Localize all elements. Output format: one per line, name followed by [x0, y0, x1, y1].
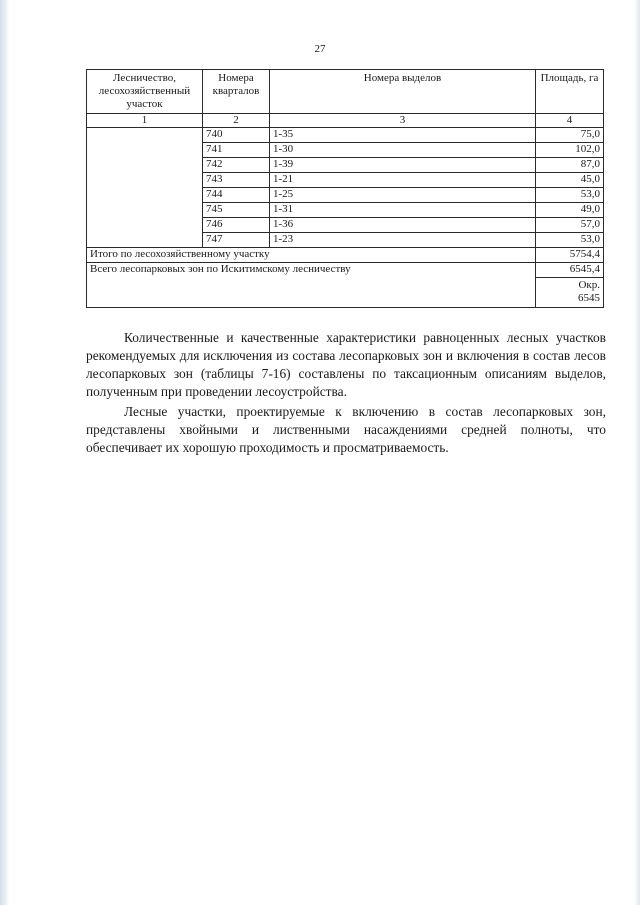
- quarter-cell: 743: [203, 173, 270, 188]
- area-cell: 53,0: [536, 188, 604, 203]
- body-text: [86, 329, 606, 457]
- area-cell: 87,0: [536, 158, 604, 173]
- forest-plots-table: [86, 69, 604, 308]
- area-cell: 102,0: [536, 143, 604, 158]
- header-forestry: Лесничество, лесохозяйственный участок: [87, 70, 203, 114]
- total-value: 6545,4: [536, 263, 604, 278]
- subtotal-label: Итого по лесохозяйственному участку: [87, 248, 536, 263]
- header-plots: Номера выделов: [270, 70, 536, 114]
- plots-cell: 1-23: [270, 233, 536, 248]
- total-approx-value: 6545: [578, 292, 600, 304]
- plots-cell: 1-31: [270, 203, 536, 218]
- header-area: Площадь, га: [536, 70, 604, 114]
- quarter-cell: 742: [203, 158, 270, 173]
- column-number: 3: [270, 114, 536, 128]
- quarter-cell: 747: [203, 233, 270, 248]
- scan-edge-left: [0, 0, 9, 905]
- plots-cell: 1-39: [270, 158, 536, 173]
- column-number: 4: [536, 114, 604, 128]
- quarter-cell: 741: [203, 143, 270, 158]
- plots-cell: 1-25: [270, 188, 536, 203]
- subtotal-row: [87, 248, 604, 263]
- column-number: 2: [203, 114, 270, 128]
- plots-cell: 1-30: [270, 143, 536, 158]
- quarter-cell: 744: [203, 188, 270, 203]
- area-cell: 45,0: [536, 173, 604, 188]
- page-number: 27: [314, 43, 326, 55]
- table-column-numbers-row: [87, 114, 604, 128]
- area-cell: 75,0: [536, 128, 604, 143]
- total-label: Всего лесопарковых зон по Искитимскому лесничеству: [87, 263, 536, 308]
- area-cell: 57,0: [536, 218, 604, 233]
- quarter-cell: 746: [203, 218, 270, 233]
- total-approx-cell: [536, 278, 604, 308]
- paragraph-characteristics: Количественные и качественные характеристики равноценных лесных участков рекомендуемых для исключения из состава лесопарковых зон и включения в состав лесов лесопарковых зон (таблицы 7-16) составлены по таксационным описаниям выделов, полученным при проведении лесоустройства.: [86, 330, 606, 399]
- paragraph-forest-plots: Лесные участки, проектируемые к включению в состав лесопарковых зон, представлены хвойными и лиственными насаждениями средней полноты, что обеспечивает их хорошую проходимость и просматриваемость.: [86, 404, 606, 455]
- quarter-cell: 745: [203, 203, 270, 218]
- area-cell: 53,0: [536, 233, 604, 248]
- total-row: [87, 263, 604, 278]
- total-approx-prefix: Окр.: [578, 279, 600, 291]
- subtotal-value: 5754,4: [536, 248, 604, 263]
- scan-edge-right: [634, 0, 640, 905]
- area-cell: 49,0: [536, 203, 604, 218]
- table-row: [87, 128, 604, 143]
- header-quarters: Номера кварталов: [203, 70, 270, 114]
- plots-cell: 1-35: [270, 128, 536, 143]
- plots-cell: 1-36: [270, 218, 536, 233]
- plots-cell: 1-21: [270, 173, 536, 188]
- table-header-row: [87, 70, 604, 114]
- quarter-cell: 740: [203, 128, 270, 143]
- column-number: 1: [87, 114, 203, 128]
- forestry-cell-empty: [87, 128, 203, 248]
